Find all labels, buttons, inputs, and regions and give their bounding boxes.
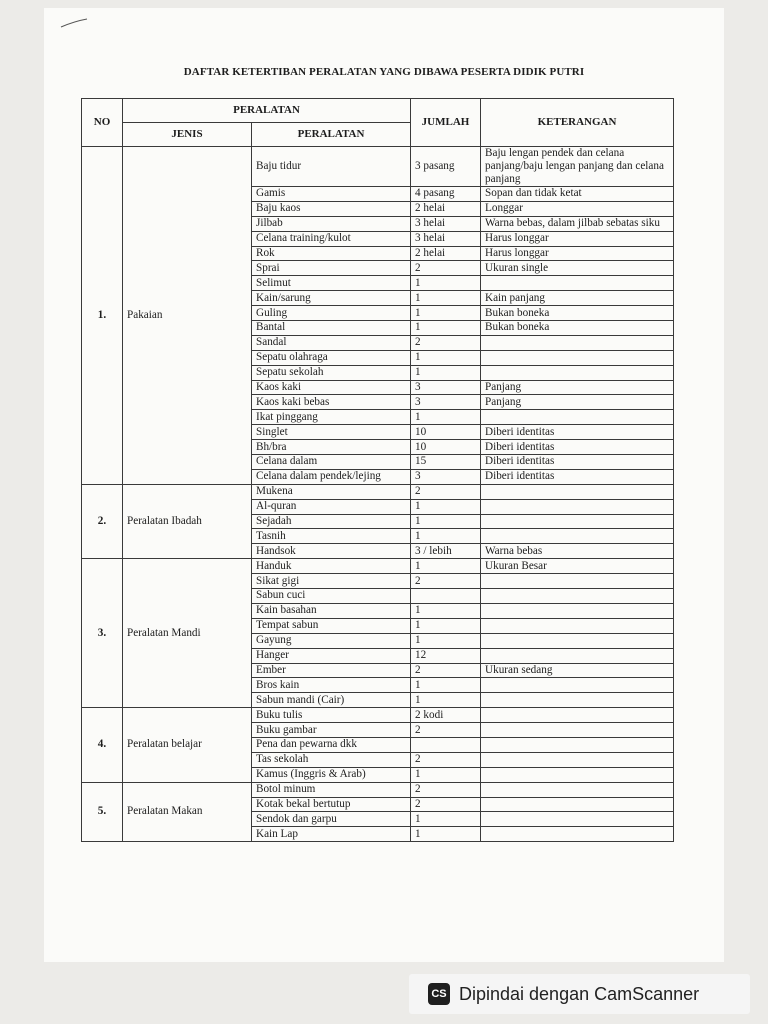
item-jumlah: [411, 737, 481, 752]
item-keterangan: [481, 767, 674, 782]
item-keterangan: Harus longgar: [481, 231, 674, 246]
item-peralatan: Sejadah: [252, 514, 411, 529]
item-keterangan: Diberi identitas: [481, 425, 674, 440]
item-jumlah: 2 helai: [411, 246, 481, 261]
item-jumlah: 1: [411, 618, 481, 633]
item-keterangan: Diberi identitas: [481, 440, 674, 455]
table-row: [82, 147, 674, 187]
group-number: 2.: [82, 484, 123, 558]
item-keterangan: [481, 499, 674, 514]
item-keterangan: [481, 678, 674, 693]
item-jumlah: 2: [411, 484, 481, 499]
item-jumlah: 3 helai: [411, 216, 481, 231]
item-keterangan: [481, 574, 674, 589]
item-peralatan: Celana training/kulot: [252, 231, 411, 246]
item-peralatan: Celana dalam: [252, 455, 411, 470]
item-jumlah: 15: [411, 455, 481, 470]
item-jumlah: 1: [411, 633, 481, 648]
item-jumlah: 1: [411, 678, 481, 693]
item-jumlah: 2: [411, 752, 481, 767]
item-jumlah: 2: [411, 723, 481, 738]
item-jumlah: 1: [411, 276, 481, 291]
camscanner-logo-icon: CS: [428, 983, 450, 1005]
item-keterangan: [481, 708, 674, 723]
group-jenis: Peralatan Makan: [123, 782, 252, 842]
header-jenis: JENIS: [123, 123, 252, 147]
item-jumlah: [411, 589, 481, 604]
header-keterangan: KETERANGAN: [481, 99, 674, 147]
item-jumlah: 3: [411, 395, 481, 410]
item-keterangan: [481, 350, 674, 365]
item-peralatan: Bantal: [252, 321, 411, 336]
item-keterangan: [481, 484, 674, 499]
item-keterangan: Panjang: [481, 380, 674, 395]
item-jumlah: 1: [411, 410, 481, 425]
item-keterangan: [481, 797, 674, 812]
item-keterangan: [481, 365, 674, 380]
group-number: 1.: [82, 147, 123, 485]
item-jumlah: 2 kodi: [411, 708, 481, 723]
group-jenis: Peralatan belajar: [123, 708, 252, 782]
item-keterangan: [481, 648, 674, 663]
item-keterangan: Warna bebas: [481, 544, 674, 559]
item-peralatan: Kotak bekal bertutup: [252, 797, 411, 812]
item-jumlah: 2: [411, 782, 481, 797]
item-jumlah: 3 pasang: [411, 147, 481, 187]
item-keterangan: Bukan boneka: [481, 321, 674, 336]
item-keterangan: [481, 723, 674, 738]
header-peralatan: PERALATAN: [252, 123, 411, 147]
item-peralatan: Singlet: [252, 425, 411, 440]
item-keterangan: Sopan dan tidak ketat: [481, 187, 674, 202]
item-keterangan: [481, 603, 674, 618]
item-peralatan: Kain Lap: [252, 827, 411, 842]
item-peralatan: Jilbab: [252, 216, 411, 231]
item-keterangan: Baju lengan pendek dan celana panjang/baju lengan panjang dan celana panjang: [481, 147, 674, 187]
header-peralatan-group: PERALATAN: [123, 99, 411, 123]
group-jenis: Peralatan Ibadah: [123, 484, 252, 558]
camscanner-text: Dipindai dengan CamScanner: [459, 984, 700, 1004]
table-row: [82, 708, 674, 723]
item-jumlah: 12: [411, 648, 481, 663]
item-jumlah: 1: [411, 306, 481, 321]
item-jumlah: 2: [411, 574, 481, 589]
item-peralatan: Kain/sarung: [252, 291, 411, 306]
item-jumlah: 3: [411, 380, 481, 395]
item-jumlah: 1: [411, 514, 481, 529]
item-peralatan: Botol minum: [252, 782, 411, 797]
item-jumlah: 1: [411, 321, 481, 336]
item-peralatan: Tasnih: [252, 529, 411, 544]
table-row: [82, 782, 674, 797]
item-peralatan: Celana dalam pendek/lejing: [252, 469, 411, 484]
item-jumlah: 3 / lebih: [411, 544, 481, 559]
item-peralatan: Sabun cuci: [252, 589, 411, 604]
item-jumlah: 1: [411, 499, 481, 514]
item-peralatan: Kamus (Inggris & Arab): [252, 767, 411, 782]
item-keterangan: [481, 529, 674, 544]
item-peralatan: Rok: [252, 246, 411, 261]
item-peralatan: Gamis: [252, 187, 411, 202]
item-jumlah: 1: [411, 603, 481, 618]
item-peralatan: Sepatu sekolah: [252, 365, 411, 380]
item-jumlah: 2: [411, 261, 481, 276]
item-peralatan: Bros kain: [252, 678, 411, 693]
item-keterangan: Ukuran single: [481, 261, 674, 276]
item-keterangan: [481, 633, 674, 648]
item-jumlah: 10: [411, 440, 481, 455]
pen-stroke-mark: [60, 18, 88, 28]
item-peralatan: Tas sekolah: [252, 752, 411, 767]
item-jumlah: 2: [411, 335, 481, 350]
item-keterangan: [481, 618, 674, 633]
item-peralatan: Baju tidur: [252, 147, 411, 187]
item-peralatan: Gayung: [252, 633, 411, 648]
group-number: 4.: [82, 708, 123, 782]
item-jumlah: 2: [411, 797, 481, 812]
item-keterangan: Ukuran sedang: [481, 663, 674, 678]
item-peralatan: Sendok dan garpu: [252, 812, 411, 827]
item-peralatan: Ember: [252, 663, 411, 678]
item-peralatan: Al-quran: [252, 499, 411, 514]
item-peralatan: Sprai: [252, 261, 411, 276]
item-peralatan: Sabun mandi (Cair): [252, 693, 411, 708]
item-peralatan: Baju kaos: [252, 201, 411, 216]
item-jumlah: 1: [411, 827, 481, 842]
item-jumlah: 1: [411, 365, 481, 380]
item-jumlah: 2: [411, 663, 481, 678]
group-jenis: Pakaian: [123, 147, 252, 485]
item-jumlah: 1: [411, 559, 481, 574]
item-jumlah: 1: [411, 767, 481, 782]
item-jumlah: 1: [411, 291, 481, 306]
item-keterangan: [481, 514, 674, 529]
item-keterangan: [481, 589, 674, 604]
item-keterangan: [481, 752, 674, 767]
item-keterangan: Panjang: [481, 395, 674, 410]
item-keterangan: Bukan boneka: [481, 306, 674, 321]
item-keterangan: Ukuran Besar: [481, 559, 674, 574]
item-peralatan: Sepatu olahraga: [252, 350, 411, 365]
item-peralatan: Handuk: [252, 559, 411, 574]
item-peralatan: Kaos kaki: [252, 380, 411, 395]
item-peralatan: Sikat gigi: [252, 574, 411, 589]
item-peralatan: Guling: [252, 306, 411, 321]
item-keterangan: Warna bebas, dalam jilbab sebatas siku: [481, 216, 674, 231]
table-row: [82, 559, 674, 574]
header-no: NO: [82, 99, 123, 147]
item-keterangan: [481, 335, 674, 350]
item-peralatan: Buku gambar: [252, 723, 411, 738]
item-peralatan: Selimut: [252, 276, 411, 291]
item-jumlah: 1: [411, 529, 481, 544]
item-keterangan: [481, 737, 674, 752]
item-peralatan: Tempat sabun: [252, 618, 411, 633]
item-keterangan: [481, 693, 674, 708]
item-peralatan: Ikat pinggang: [252, 410, 411, 425]
item-peralatan: Buku tulis: [252, 708, 411, 723]
item-jumlah: 3: [411, 469, 481, 484]
item-peralatan: Mukena: [252, 484, 411, 499]
item-peralatan: Pena dan pewarna dkk: [252, 737, 411, 752]
item-keterangan: [481, 812, 674, 827]
item-peralatan: Bh/bra: [252, 440, 411, 455]
item-peralatan: Hanger: [252, 648, 411, 663]
item-keterangan: Harus longgar: [481, 246, 674, 261]
item-jumlah: 4 pasang: [411, 187, 481, 202]
group-number: 5.: [82, 782, 123, 842]
item-peralatan: Handsok: [252, 544, 411, 559]
item-keterangan: Longgar: [481, 201, 674, 216]
item-peralatan: Kaos kaki bebas: [252, 395, 411, 410]
item-keterangan: Diberi identitas: [481, 455, 674, 470]
equipment-table: [81, 98, 674, 842]
item-jumlah: 3 helai: [411, 231, 481, 246]
item-jumlah: 2 helai: [411, 201, 481, 216]
document-title: DAFTAR KETERTIBAN PERALATAN YANG DIBAWA PESERTA DIDIK PUTRI: [183, 66, 585, 78]
item-peralatan: Kain basahan: [252, 603, 411, 618]
item-jumlah: 1: [411, 350, 481, 365]
group-jenis: Peralatan Mandi: [123, 559, 252, 708]
camscanner-watermark: [409, 974, 750, 1014]
item-keterangan: Kain panjang: [481, 291, 674, 306]
table-row: [82, 484, 674, 499]
item-keterangan: Diberi identitas: [481, 469, 674, 484]
header-jumlah: JUMLAH: [411, 99, 481, 147]
item-keterangan: [481, 410, 674, 425]
group-number: 3.: [82, 559, 123, 708]
item-jumlah: 1: [411, 693, 481, 708]
item-keterangan: [481, 782, 674, 797]
item-jumlah: 1: [411, 812, 481, 827]
item-keterangan: [481, 276, 674, 291]
item-keterangan: [481, 827, 674, 842]
table-body: [82, 147, 674, 842]
item-peralatan: Sandal: [252, 335, 411, 350]
item-jumlah: 10: [411, 425, 481, 440]
